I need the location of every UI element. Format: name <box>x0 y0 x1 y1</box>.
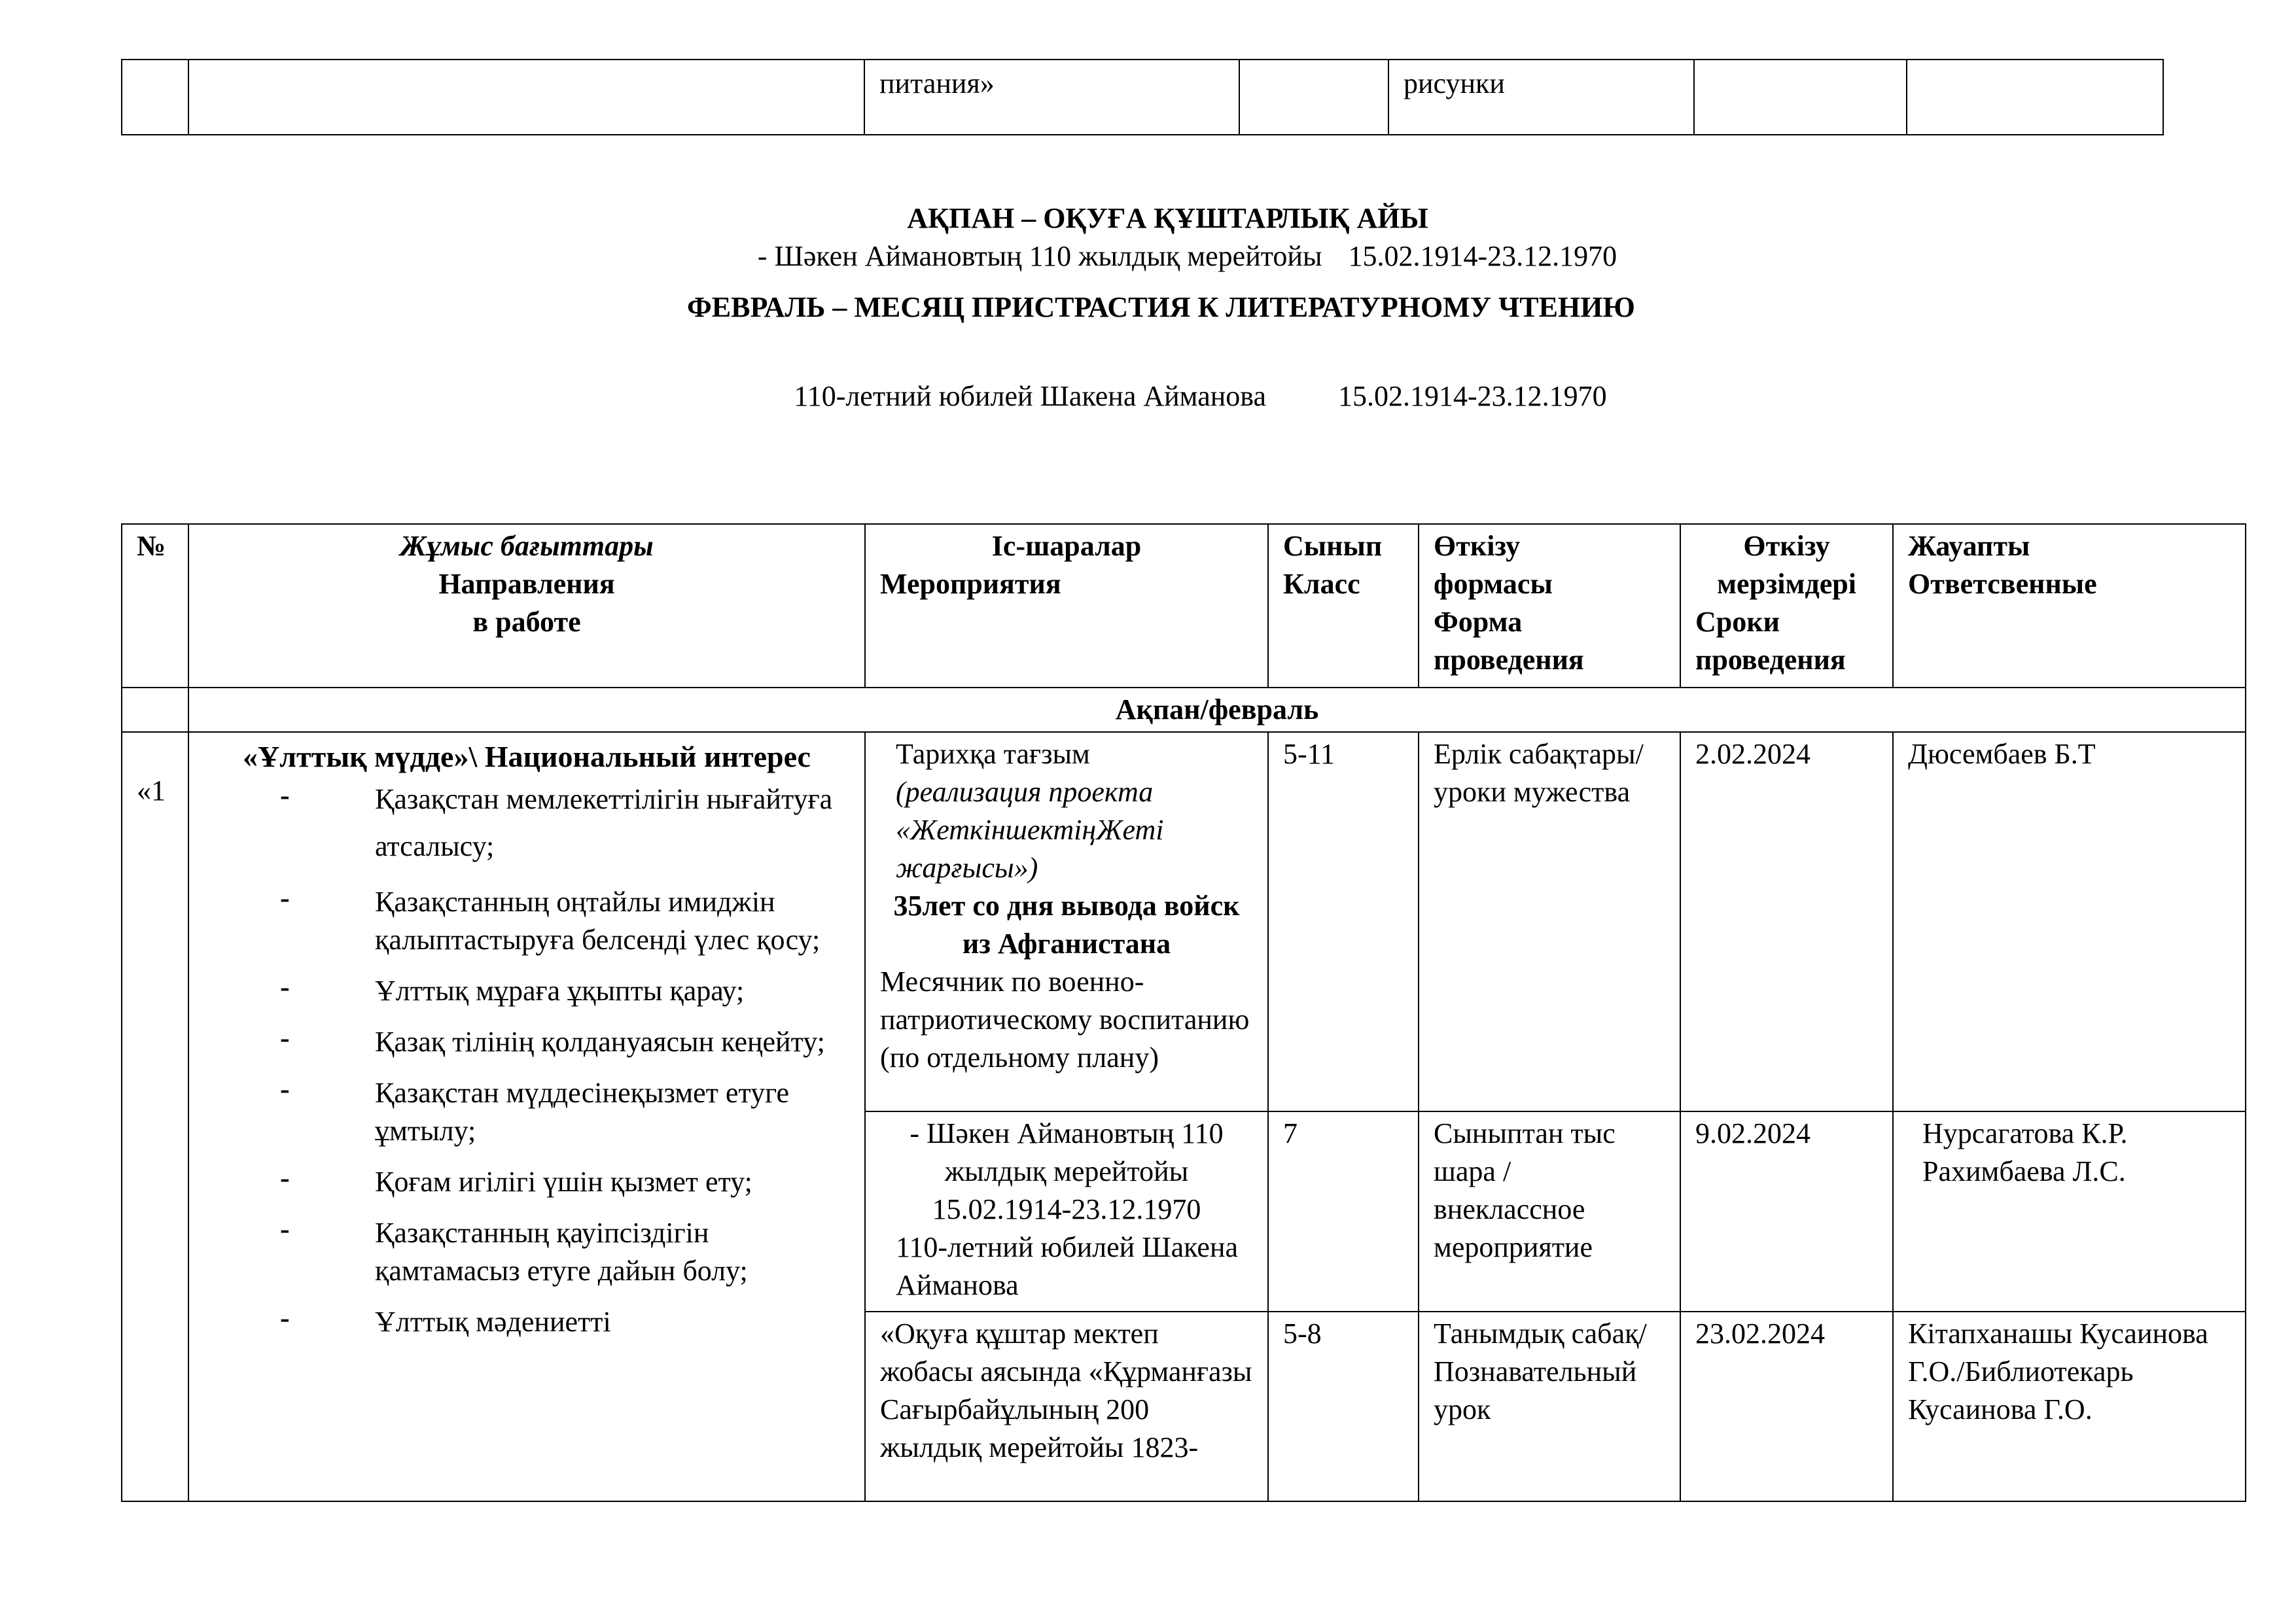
row-number-text: «1 <box>137 775 166 807</box>
directions-list <box>203 776 850 1341</box>
table-header-row <box>122 524 2246 688</box>
table-cell <box>1907 60 2163 135</box>
month-row <box>122 688 2246 732</box>
month-label: Ақпан/февраль <box>188 688 2246 732</box>
form-cell: Сыныптан тыс шара / внеклассное мероприятие <box>1419 1111 1680 1312</box>
date-cell: 2.02.2024 <box>1680 732 1893 1111</box>
list-item: - Қазақстан мемлекеттілігін нығайтуға атсалысу; <box>375 776 850 870</box>
plan-table <box>121 523 2246 1502</box>
form-cell: Танымдық сабақ/ Познавательный урок <box>1419 1312 1680 1501</box>
kz-subtitle <box>0 239 2296 273</box>
table-cell <box>122 60 188 135</box>
responsible-cell: Дюсембаев Б.Т <box>1893 732 2246 1111</box>
table-row <box>122 60 2163 135</box>
form-cell: Ерлік сабақтары/ уроки мужества <box>1419 732 1680 1111</box>
list-item: - Қазақстанның қауіпсіздігін қамтамасыз етуге дайын болу; <box>375 1214 850 1290</box>
list-item: - Қазақ тілінің қолдануаясын кеңейту; <box>375 1023 850 1061</box>
header-class: Сынып Класс <box>1268 524 1419 688</box>
class-cell: 5-11 <box>1268 732 1419 1111</box>
table-cell <box>122 688 188 732</box>
row-number <box>122 732 188 1501</box>
date-cell: 9.02.2024 <box>1680 1111 1893 1312</box>
event-cell: - Шәкен Аймановтың 110 жылдық мерейтойы 15.02.1914-23.12.1970 110-летний юбилей Шакена Айманова <box>865 1111 1268 1312</box>
table-cell <box>188 60 864 135</box>
class-cell: 5-8 <box>1268 1312 1419 1501</box>
ru-subtitle-dates: 15.02.1914-23.12.1970 <box>1338 380 1607 412</box>
ru-subtitle-text: 110-летний юбилей Шакена Айманова <box>794 380 1267 412</box>
header-directions: Жұмыс бағыттары Направления в работе <box>188 524 865 688</box>
header-events: Іс-шаралар Мероприятия <box>865 524 1268 688</box>
header-responsible: Жауапты Ответсвенные <box>1893 524 2246 688</box>
direction-title: «Ұлттық мүдде»\ Национальный интерес <box>243 740 811 773</box>
directions-cell <box>188 732 865 1501</box>
kz-title: АҚПАН – ОҚУҒА ҚҰШТАРЛЫҚ АЙЫ <box>907 202 1428 234</box>
list-item: - Қазақстанның оңтайлы имиджін қалыптастыруға белсенді үлес қосу; <box>375 883 850 959</box>
kz-subtitle-text: - Шәкен Аймановтың 110 жылдық мерейтойы <box>757 240 1322 272</box>
list-item: - Ұлттық мәдениетті <box>375 1303 850 1341</box>
header-form: Өткізу формасы Форма проведения <box>1419 524 1680 688</box>
list-item: - Қоғам игілігі үшін қызмет ету; <box>375 1163 850 1201</box>
event-cell: Тарихқа тағзым (реализация проекта «ЖеткіншектіңЖеті жарғысы») 35лет со дня вывода войск из Афганистана Месячник по военно-патриотическому воспитанию (по отдельному плану) <box>865 732 1268 1111</box>
table-cell <box>1239 60 1388 135</box>
ru-subtitle <box>0 379 2296 413</box>
table-cell: рисунки <box>1388 60 1694 135</box>
table-cell: питания» <box>864 60 1239 135</box>
list-item: - Қазақстан мүддесінеқызмет етуге ұмтылу; <box>375 1074 850 1150</box>
event-cell: «Оқуға құштар мектеп жобасы аясында «Құрманғазы Сағырбайұлының 200 жылдық мерейтойы 1823- <box>865 1312 1268 1501</box>
header-num: № <box>122 524 188 688</box>
list-item: - Ұлттық мұраға ұқыпты қарау; <box>375 972 850 1010</box>
responsible-cell: Кітапханашы Кусаинова Г.О./Библиотекарь Кусаинова Г.О. <box>1893 1312 2246 1501</box>
ru-title: ФЕВРАЛЬ – МЕСЯЦ ПРИСТРАСТИЯ К ЛИТЕРАТУРНОМУ ЧТЕНИЮ <box>687 291 1635 323</box>
responsible-cell: Нурсагатова К.Р. Рахимбаева Л.С. <box>1893 1111 2246 1312</box>
previous-table-fragment <box>121 59 2164 135</box>
header-dates: Өткізу мерзімдері Сроки проведения <box>1680 524 1893 688</box>
date-cell: 23.02.2024 <box>1680 1312 1893 1501</box>
table-cell <box>1694 60 1907 135</box>
kz-subtitle-dates: 15.02.1914-23.12.1970 <box>1348 240 1617 272</box>
class-cell: 7 <box>1268 1111 1419 1312</box>
table-row <box>122 732 2246 1111</box>
